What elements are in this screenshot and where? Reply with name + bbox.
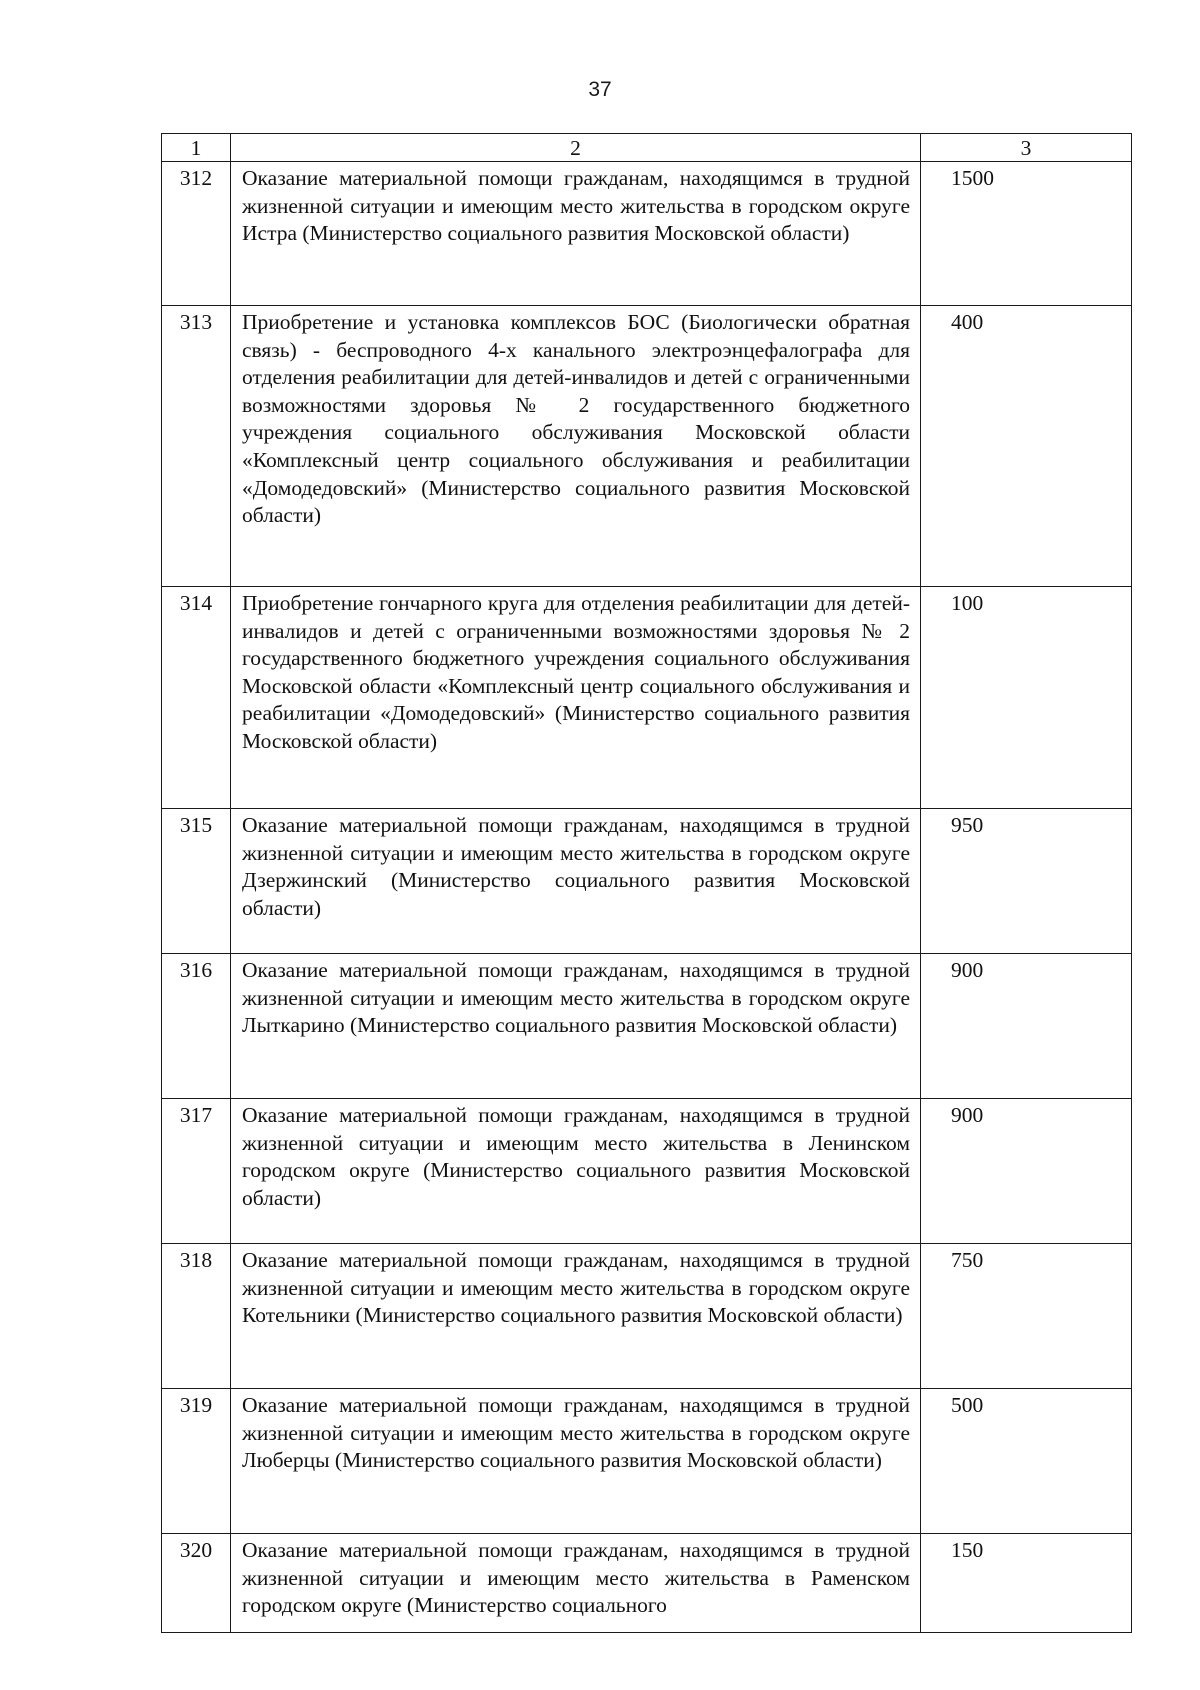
row-amount: 100 <box>921 587 1132 809</box>
table-row <box>162 1389 1132 1534</box>
row-number: 314 <box>162 587 231 809</box>
page-number: 37 <box>588 78 612 101</box>
row-description: Оказание материальной помощи гражданам, находящимся в трудной жизненной ситуации и имеющим место жительства в городском округе Истра (Министерство социального развития Московской области) <box>231 162 921 306</box>
row-description: Оказание материальной помощи гражданам, находящимся в трудной жизненной ситуации и имеющим место жительства в городском округе Люберцы (Министерство социального развития Московской области) <box>231 1389 921 1534</box>
row-number: 319 <box>162 1389 231 1534</box>
table-row <box>162 162 1132 306</box>
table-row <box>162 1534 1132 1633</box>
row-amount: 750 <box>921 1244 1132 1389</box>
row-amount: 150 <box>921 1534 1132 1633</box>
table-row <box>162 1244 1132 1389</box>
row-description: Оказание материальной помощи гражданам, находящимся в трудной жизненной ситуации и имеющим место жительства в городском округе Котельники (Министерство социального развития Московской области) <box>231 1244 921 1389</box>
column-header-2: 2 <box>231 134 921 162</box>
column-header-3: 3 <box>921 134 1132 162</box>
row-description: Оказание материальной помощи гражданам, находящимся в трудной жизненной ситуации и имеющим место жительства в городском округе Лыткарино (Министерство социального развития Московской области) <box>231 954 921 1099</box>
row-description: Оказание материальной помощи гражданам, находящимся в трудной жизненной ситуации и имеющим место жительства в Раменском городском округе (Министерство социального <box>231 1534 921 1633</box>
table-row <box>162 954 1132 1099</box>
row-description: Оказание материальной помощи гражданам, находящимся в трудной жизненной ситуации и имеющим место жительства в городском округе Дзержинский (Министерство социального развития Московской области) <box>231 809 921 954</box>
row-description: Приобретение и установка комплексов БОС (Биологически обратная связь) - беспроводного 4-х канального электроэнцефалографа для отделения реабилитации для детей-инвалидов и детей с ограниченными возможностями здоровья № 2 государственного бюджетного учреждения социального обслуживания Московской области «Комплексный центр социального обслуживания и реабилитации «Домодедовский» (Министерство социального развития Московской области) <box>231 306 921 587</box>
row-number: 316 <box>162 954 231 1099</box>
table-row <box>162 809 1132 954</box>
row-number: 313 <box>162 306 231 587</box>
row-number: 315 <box>162 809 231 954</box>
document-table <box>161 133 1132 1633</box>
row-number: 312 <box>162 162 231 306</box>
row-number: 320 <box>162 1534 231 1633</box>
row-amount: 1500 <box>921 162 1132 306</box>
row-description: Приобретение гончарного круга для отделения реабилитации для детей-инвалидов и детей с ограниченными возможностями здоровья № 2 государственного бюджетного учреждения социального обслуживания Московской области «Комплексный центр социального обслуживания и реабилитации «Домодедовский» (Министерство социального развития Московской области) <box>231 587 921 809</box>
row-description: Оказание материальной помощи гражданам, находящимся в трудной жизненной ситуации и имеющим место жительства в Ленинском городском округе (Министерство социального развития Московской области) <box>231 1099 921 1244</box>
table-row <box>162 306 1132 587</box>
column-header-1: 1 <box>162 134 231 162</box>
row-number: 318 <box>162 1244 231 1389</box>
row-number: 317 <box>162 1099 231 1244</box>
table-row <box>162 587 1132 809</box>
row-amount: 500 <box>921 1389 1132 1534</box>
row-amount: 900 <box>921 1099 1132 1244</box>
row-amount: 900 <box>921 954 1132 1099</box>
row-amount: 950 <box>921 809 1132 954</box>
table-row <box>162 1099 1132 1244</box>
row-amount: 400 <box>921 306 1132 587</box>
table-header-row <box>162 134 1132 162</box>
